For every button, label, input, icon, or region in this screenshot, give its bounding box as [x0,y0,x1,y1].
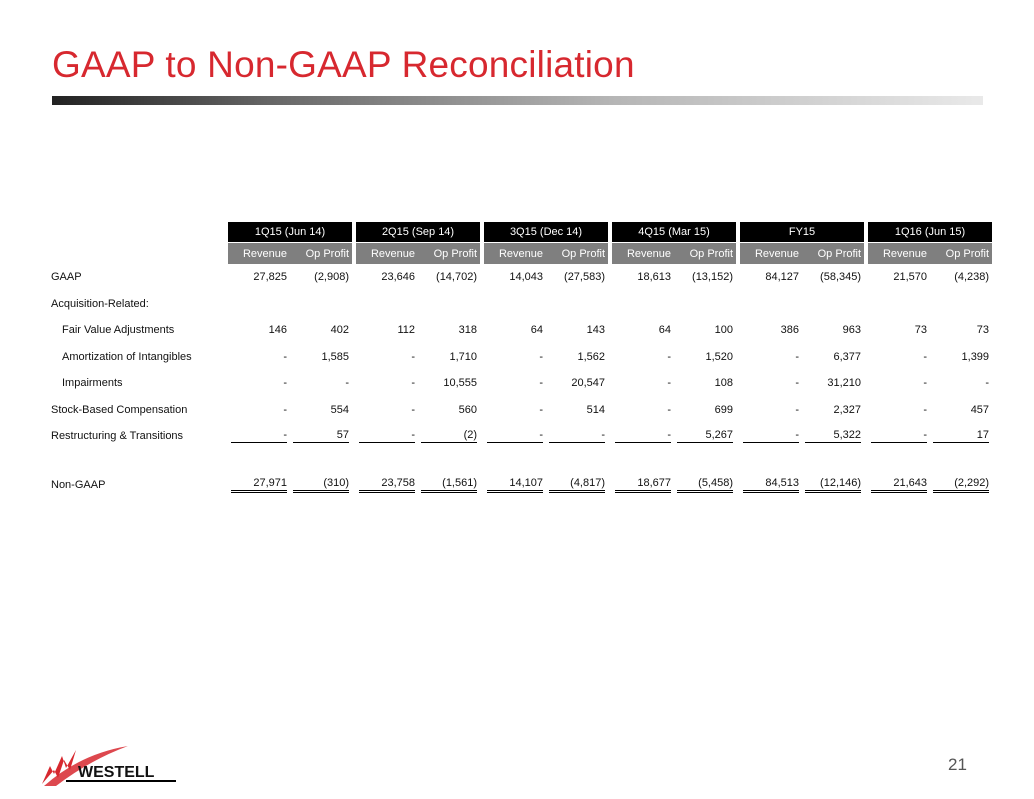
value-cell: (5,458) [674,472,736,499]
revenue-header: Revenue [740,243,802,264]
revenue-header: Revenue [868,243,930,264]
value-cell: - [411,403,416,416]
value-cell [868,291,930,318]
value-cell: 18,613 [637,271,672,284]
value-cell [484,291,546,318]
value-cell: 100 [714,324,734,337]
row-label: Fair Value Adjustments [62,324,175,337]
value-cell: - [667,403,672,416]
value-cell: 27,825 [253,271,287,284]
revenue-header: Revenue [484,243,546,264]
value-cell: (2,908) [314,271,350,284]
value-cell [546,291,608,318]
table-row [48,397,992,424]
row-label: Non-GAAP [51,478,106,491]
value-cell: - [740,423,802,450]
op-profit-header: Op Profit [546,243,608,264]
value-cell [612,291,674,318]
value-cell: 23,646 [381,271,416,284]
value-cell: - [795,403,800,416]
value-cell: 73 [976,324,990,337]
table-row [48,317,992,344]
period-header: 4Q15 (Mar 15) [612,222,736,242]
value-cell: - [411,350,416,363]
period-header: 1Q16 (Jun 15) [868,222,992,242]
value-cell: (12,146) [802,472,864,499]
value-cell: 23,758 [356,472,418,499]
value-cell: - [539,377,544,390]
value-cell: - [923,403,928,416]
value-cell: 57 [290,423,352,450]
value-cell: 143 [586,324,606,337]
value-cell: (1,561) [418,472,480,499]
row-label: Amortization of Intangibles [62,350,192,363]
period-header: 1Q15 (Jun 14) [228,222,352,242]
revenue-header: Revenue [612,243,674,264]
value-cell: 1,399 [961,350,990,363]
value-cell: - [795,377,800,390]
value-cell: 21,570 [893,271,928,284]
value-cell [674,291,736,318]
reconciliation-body [48,264,992,498]
westell-logo [40,744,180,790]
period-header: FY15 [740,222,864,242]
value-cell: - [356,423,418,450]
value-cell [418,291,480,318]
table-row [48,264,992,291]
table-row [48,370,992,397]
reconciliation-table [48,222,992,498]
value-cell: - [283,377,287,390]
value-cell: 699 [714,403,734,416]
value-cell: 17 [930,423,992,450]
value-cell: 963 [842,324,862,337]
op-profit-header: Op Profit [674,243,736,264]
value-cell [356,291,418,318]
value-cell [290,291,352,318]
table-row [48,344,992,371]
value-cell: (14,702) [436,271,478,284]
value-cell: 112 [397,324,416,337]
row-label: Impairments [62,377,123,390]
table-row [48,423,992,450]
value-cell: 64 [530,324,544,337]
value-cell: (13,152) [692,271,734,284]
value-cell: 1,562 [577,350,606,363]
table-row [48,291,992,318]
period-header-row [48,222,992,242]
value-cell: - [923,350,928,363]
value-cell [802,291,864,318]
value-cell: - [923,377,928,390]
revenue-header: Revenue [228,243,290,264]
logo-wordmark: WESTELL [78,764,155,781]
value-cell: - [546,423,608,450]
period-header: 3Q15 (Dec 14) [484,222,608,242]
value-cell: 6,377 [833,350,862,363]
value-cell: - [612,423,674,450]
value-cell [740,291,802,318]
value-cell: 84,127 [765,271,800,284]
value-cell: 14,107 [484,472,546,499]
value-cell: 14,043 [509,271,544,284]
value-cell: 73 [914,324,928,337]
value-cell: 560 [458,403,478,416]
value-cell: - [667,350,672,363]
value-cell [930,291,992,318]
value-cell: (4,817) [546,472,608,499]
value-cell: 146 [268,324,287,337]
value-cell: 64 [658,324,672,337]
value-cell: 514 [586,403,606,416]
value-cell: 2,327 [833,403,862,416]
row-label: GAAP [51,271,82,284]
value-cell: - [283,403,287,416]
value-cell: 1,585 [321,350,350,363]
value-cell: - [539,403,544,416]
subheader-row [48,243,992,264]
value-cell: (4,238) [954,271,990,284]
value-cell [228,291,290,318]
value-cell: 108 [714,377,734,390]
value-cell: 31,210 [827,377,862,390]
value-cell: (27,583) [564,271,606,284]
title-underline-bar [52,96,983,105]
period-header: 2Q15 (Sep 14) [356,222,480,242]
value-cell: (58,345) [820,271,862,284]
value-cell: 318 [458,324,478,337]
revenue-header: Revenue [356,243,418,264]
op-profit-header: Op Profit [290,243,352,264]
op-profit-header: Op Profit [418,243,480,264]
value-cell: 21,643 [868,472,930,499]
value-cell: 1,710 [449,350,478,363]
op-profit-header: Op Profit [930,243,992,264]
value-cell: 5,267 [674,423,736,450]
op-profit-header: Op Profit [802,243,864,264]
page-number: 21 [948,755,967,774]
row-label: Stock-Based Compensation [51,403,188,416]
row-label: Restructuring & Transitions [51,430,184,443]
table-row [48,472,992,499]
value-cell: - [667,377,672,390]
value-cell: (2) [418,423,480,450]
value-cell: 18,677 [612,472,674,499]
value-cell: - [795,350,800,363]
value-cell: - [868,423,930,450]
value-cell: (2,292) [930,472,992,499]
value-cell: - [539,350,544,363]
value-cell: 402 [330,324,350,337]
page-title: GAAP to Non-GAAP Reconciliation [52,44,635,85]
value-cell: 20,547 [571,377,606,390]
value-cell: 554 [330,403,350,416]
value-cell: - [228,423,290,450]
value-cell: - [484,423,546,450]
value-cell: 27,971 [228,472,290,499]
value-cell: 386 [780,324,800,337]
value-cell: 84,513 [740,472,802,499]
value-cell: - [345,377,350,390]
value-cell: 10,555 [443,377,478,390]
row-label: Acquisition-Related: [51,297,149,310]
value-cell: 1,520 [705,350,734,363]
value-cell: 5,322 [802,423,864,450]
value-cell: - [411,377,416,390]
value-cell: (310) [290,472,352,499]
value-cell: - [985,377,990,390]
value-cell: - [283,350,287,363]
value-cell: 457 [970,403,990,416]
